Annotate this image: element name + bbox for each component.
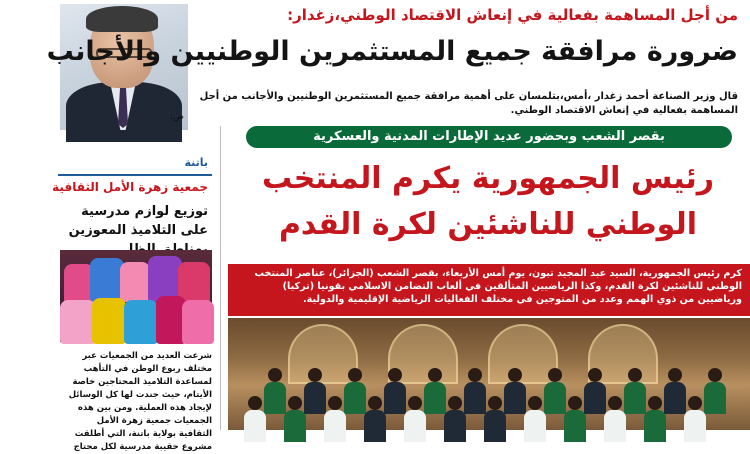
top-story	[0, 0, 750, 122]
feature-story	[228, 126, 750, 430]
top-story-page-ref: ص:	[170, 112, 184, 122]
section-rule	[58, 174, 212, 176]
column-divider	[220, 126, 221, 430]
feature-headline-line-1: رئيس الجمهورية يكرم المنتخب	[261, 161, 715, 196]
side-story-kicker: جمعية زهرة الأمل الثقافية	[52, 180, 208, 194]
top-story-summary: قال وزير الصناعة أحمد زغدار ،أمس،بتلمسان على أهمية مرافقة جميع المستثمرين الوطنيين والأجانب من أجل المساهمة بفعالية في إنعاش الاقتصاد الوطني.	[199, 91, 738, 116]
feature-headline[interactable]	[238, 156, 738, 248]
minister-portrait	[60, 4, 188, 130]
side-story-headline[interactable]: توزيع لوازم مدرسية على التلاميذ المعوزين	[68, 204, 208, 238]
team-photo	[228, 318, 750, 430]
side-column	[0, 150, 212, 452]
feature-lede: كرم رئيس الجمهورية، السيد عبد المجيد تبون، يوم أمس الأربعاء، بقصر الشعب (الجزائر)، عناصر المنتخب الوطني للناشئين لكرة القدم، وكذا الرياضيين المتألقين في ألعاب التضامن الاسلامي بقونيا (تركيا) ورياضيين من ذوي الهمم وعدد من المتوجين في مختلف الفعاليات الرياضية الإقليمية والدولية.	[228, 264, 750, 316]
feature-kicker: بقصر الشعب وبحضور عديد الإطارات المدنية والعسكرية	[246, 126, 732, 148]
section-label: باتنة	[184, 156, 208, 169]
top-story-headline[interactable]: ضرورة مرافقة جميع المستثمرين الوطنيين والأجانب	[46, 36, 738, 67]
school-bags-photo	[60, 250, 212, 342]
top-story-kicker: من أجل المساهمة بفعالية في إنعاش الاقتصاد الوطني،زغدار:	[287, 6, 738, 24]
feature-headline-line-2: الوطني للناشئين لكرة القدم	[278, 207, 698, 242]
side-story-body: شرعت العديد من الجمعيات عبر مختلف ربوع الوطن في التأهب لمساعدة التلاميذ المحتاجين خاصة الأيتام، حيث جندت لها كل الوسائل لإيجاد هذه العملية. ومن بين هذه الجمعيات جمعية زهرة الأمل الثقافية بولاية باتنة، التي أطلقت مشروع حقيبة مدرسية لكل محتاج	[68, 351, 212, 452]
